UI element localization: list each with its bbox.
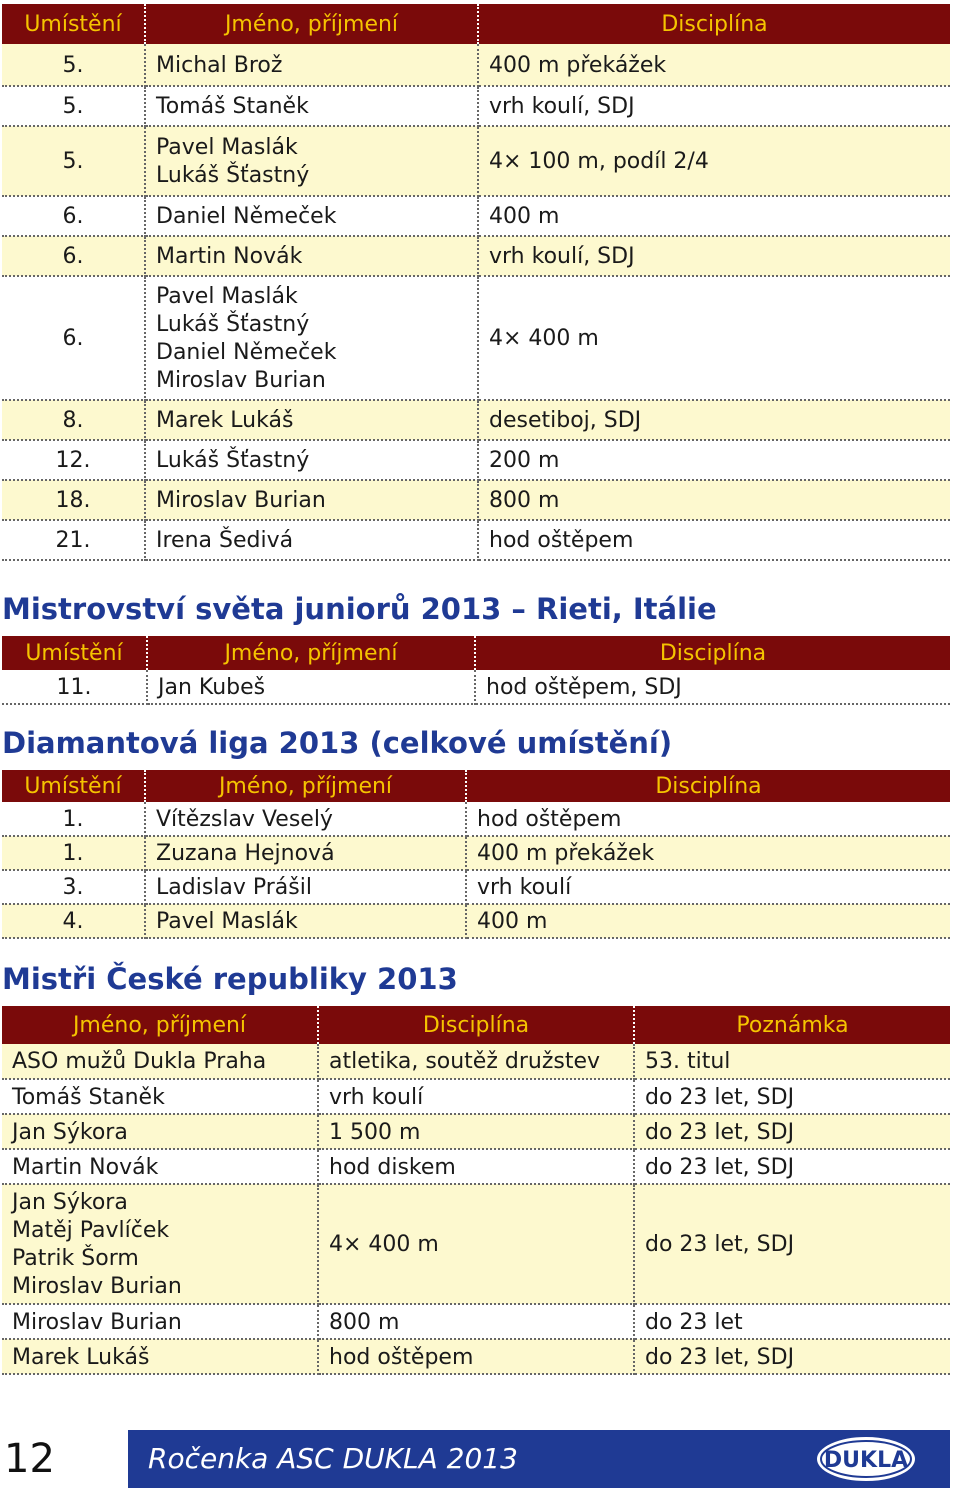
discipline-cell: 4× 100 m, podíl 2/4 <box>478 126 950 196</box>
athlete-cell <box>145 276 478 400</box>
name-line: Pavel Maslák <box>156 135 298 160</box>
discipline-cell: 200 m <box>478 440 950 480</box>
athlete-cell <box>2 1339 318 1374</box>
name-line: Miroslav Burian <box>156 488 326 513</box>
athlete-cell <box>2 1184 318 1304</box>
table-header <box>2 4 950 44</box>
table-row <box>2 1184 950 1304</box>
name-line: Daniel Němeček <box>156 204 337 229</box>
header-name: Jméno, příjmení <box>2 1006 318 1044</box>
discipline-cell: vrh koulí, SDJ <box>478 236 950 276</box>
placement-cell: 3. <box>2 870 145 904</box>
discipline-cell: vrh koulí, SDJ <box>478 86 950 126</box>
discipline-cell: 800 m <box>478 480 950 520</box>
placement-cell: 8. <box>2 400 145 440</box>
athlete-cell <box>145 44 478 86</box>
name-line: Marek Lukáš <box>12 1344 150 1370</box>
placement-cell: 5. <box>2 86 145 126</box>
discipline-cell: hod oštěpem <box>318 1339 634 1374</box>
name-line: ASO mužů Dukla Praha <box>12 1049 267 1074</box>
placement-cell: 12. <box>2 440 145 480</box>
athlete-cell <box>145 86 478 126</box>
name-line: Lukáš Šťastný <box>156 163 310 188</box>
athlete-cell <box>145 440 478 480</box>
results-table-4 <box>2 1006 950 1375</box>
logo-text: DUKLA <box>823 1448 909 1473</box>
athlete-cell <box>2 1044 318 1079</box>
placement-cell: 6. <box>2 196 145 236</box>
table-row <box>2 1114 950 1149</box>
name-line: Miroslav Burian <box>12 1274 182 1299</box>
table-row <box>2 1304 950 1339</box>
table-row <box>2 276 950 400</box>
results-table-1 <box>2 4 950 561</box>
discipline-cell: 400 m překážek <box>478 44 950 86</box>
section-title-czech-champions: Mistři České republiky 2013 <box>2 962 458 996</box>
header-discipline: Disciplína <box>318 1006 634 1044</box>
name-line: Michal Brož <box>156 52 283 78</box>
name-line: Miroslav Burian <box>12 1309 182 1335</box>
athlete-cell: Zuzana Hejnová <box>145 836 466 870</box>
table-row <box>2 520 950 560</box>
header-discipline: Disciplína <box>475 636 950 670</box>
results-table-2 <box>2 636 950 705</box>
athlete-cell <box>2 1149 318 1184</box>
athlete-cell <box>145 480 478 520</box>
athlete-cell: Ladislav Prášil <box>145 870 466 904</box>
name-line: Martin Novák <box>12 1154 159 1180</box>
table-row <box>2 1339 950 1374</box>
table-row <box>2 1149 950 1184</box>
athlete-cell <box>145 400 478 440</box>
table-row <box>2 126 950 196</box>
athlete-cell: Vítězslav Veselý <box>145 802 466 836</box>
discipline-cell: vrh koulí <box>466 870 950 904</box>
table-header <box>2 636 950 670</box>
name-line: Jan Sýkora <box>12 1190 128 1215</box>
name-line: Jan Sýkora <box>12 1119 128 1145</box>
section-title-world-juniors: Mistrovství světa juniorů 2013 – Rieti, Itálie <box>2 592 717 626</box>
header-discipline: Disciplína <box>478 4 950 44</box>
discipline-cell: 4× 400 m <box>318 1184 634 1304</box>
section-title-diamond-league: Diamantová liga 2013 (celkové umístění) <box>2 726 673 760</box>
header-discipline: Disciplína <box>466 770 950 802</box>
athlete-cell: Pavel Maslák <box>145 904 466 938</box>
table-row <box>2 44 950 86</box>
table-row <box>2 400 950 440</box>
discipline-cell: hod oštěpem <box>466 802 950 836</box>
name-line: Pavel Maslák <box>156 284 298 309</box>
placement-cell: 6. <box>2 276 145 400</box>
athlete-cell: Jan Kubeš <box>147 670 475 704</box>
header-place: Umístění <box>2 636 147 670</box>
note-cell: do 23 let, SDJ <box>634 1339 950 1374</box>
discipline-cell: 4× 400 m <box>478 276 950 400</box>
name-line: Marek Lukáš <box>156 408 294 433</box>
placement-cell: 5. <box>2 44 145 86</box>
name-line: Daniel Němeček <box>156 340 337 365</box>
header-note: Poznámka <box>634 1006 950 1044</box>
table-row <box>2 480 950 520</box>
table-row <box>2 1044 950 1079</box>
placement-cell: 5. <box>2 126 145 196</box>
table-row <box>2 904 950 938</box>
name-line: Tomáš Staněk <box>156 94 309 119</box>
athlete-cell <box>145 236 478 276</box>
header-name: Jméno, příjmení <box>147 636 475 670</box>
discipline-cell: 400 m <box>466 904 950 938</box>
name-line: Lukáš Šťastný <box>156 448 310 473</box>
discipline-cell: 400 m <box>478 196 950 236</box>
discipline-cell: hod oštěpem <box>478 520 950 560</box>
table-header <box>2 770 950 802</box>
athlete-cell <box>2 1079 318 1114</box>
page-number: 12 <box>4 1436 55 1482</box>
discipline-cell: 400 m překážek <box>466 836 950 870</box>
table-row <box>2 870 950 904</box>
header-name: Jméno, příjmení <box>145 770 466 802</box>
header-place: Umístění <box>2 770 145 802</box>
footer-title: Ročenka ASC DUKLA 2013 <box>148 1442 518 1475</box>
results-table-3 <box>2 770 950 939</box>
placement-cell: 1. <box>2 802 145 836</box>
note-cell: 53. titul <box>634 1044 950 1079</box>
header-place: Umístění <box>2 4 145 44</box>
name-line: Miroslav Burian <box>156 368 326 393</box>
table-row <box>2 670 950 704</box>
header-name: Jméno, příjmení <box>145 4 478 44</box>
note-cell: do 23 let <box>634 1304 950 1339</box>
name-line: Lukáš Šťastný <box>156 312 310 337</box>
table-row <box>2 802 950 836</box>
name-line: Irena Šedivá <box>156 528 294 553</box>
discipline-cell: hod diskem <box>318 1149 634 1184</box>
discipline-cell: vrh koulí <box>318 1079 634 1114</box>
note-cell: do 23 let, SDJ <box>634 1149 950 1184</box>
placement-cell: 4. <box>2 904 145 938</box>
note-cell: do 23 let, SDJ <box>634 1079 950 1114</box>
athlete-cell <box>145 196 478 236</box>
name-line: Matěj Pavlíček <box>12 1218 170 1243</box>
table-row <box>2 196 950 236</box>
athlete-cell <box>2 1304 318 1339</box>
placement-cell: 18. <box>2 480 145 520</box>
placement-cell: 11. <box>2 670 147 704</box>
footer-bar <box>128 1430 950 1488</box>
table-header <box>2 1006 950 1044</box>
dukla-logo-icon <box>814 1434 918 1484</box>
table-row <box>2 440 950 480</box>
table-row <box>2 836 950 870</box>
discipline-cell: 1 500 m <box>318 1114 634 1149</box>
note-cell: do 23 let, SDJ <box>634 1114 950 1149</box>
name-line: Tomáš Staněk <box>12 1084 165 1110</box>
discipline-cell: atletika, soutěž družstev <box>318 1044 634 1079</box>
athlete-cell <box>2 1114 318 1149</box>
name-line: Martin Novák <box>156 244 303 269</box>
athlete-cell <box>145 126 478 196</box>
table-row <box>2 1079 950 1114</box>
discipline-cell: desetiboj, SDJ <box>478 400 950 440</box>
discipline-cell: hod oštěpem, SDJ <box>475 670 950 704</box>
note-cell: do 23 let, SDJ <box>634 1184 950 1304</box>
placement-cell: 1. <box>2 836 145 870</box>
table-row <box>2 236 950 276</box>
placement-cell: 6. <box>2 236 145 276</box>
discipline-cell: 800 m <box>318 1304 634 1339</box>
table-row <box>2 86 950 126</box>
athlete-cell <box>145 520 478 560</box>
placement-cell: 21. <box>2 520 145 560</box>
name-line: Patrik Šorm <box>12 1246 139 1271</box>
